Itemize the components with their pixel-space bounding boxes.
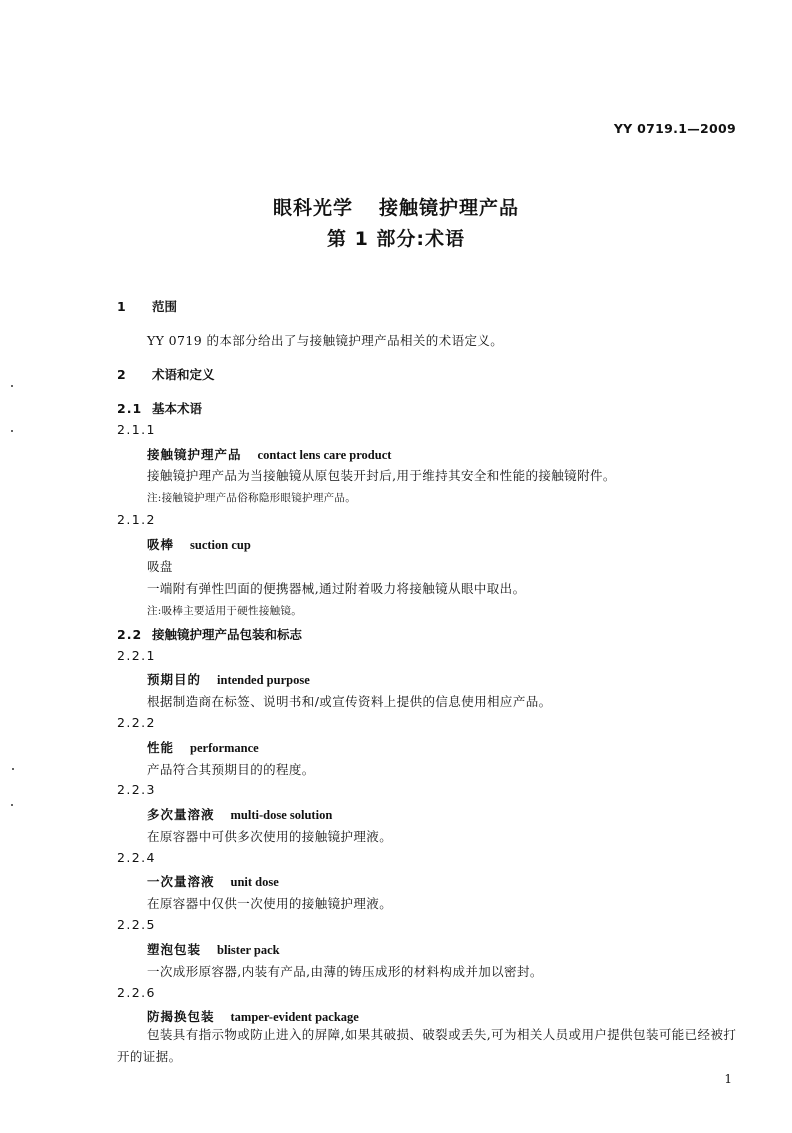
term-definition: 接触镜护理产品为当接触镜从原包装开封后,用于维持其安全和性能的接触镜附件。 xyxy=(147,468,616,483)
term-en: unit dose xyxy=(230,875,279,889)
term-definition: 在原容器中仅供一次使用的接触镜护理液。 xyxy=(147,896,393,911)
page-number: 1 xyxy=(724,1072,732,1086)
term-zh: 多次量溶液 xyxy=(147,807,215,822)
title-part-b: 接触镜护理产品 xyxy=(379,197,520,219)
term-entry xyxy=(147,872,279,890)
term-definition: 一端附有弹性凹面的便携器械,通过附着吸力将接触镜从眼中取出。 xyxy=(147,581,526,596)
term-zh: 性能 xyxy=(147,740,175,755)
title-part-a: 眼科光学 xyxy=(272,197,353,219)
standard-number: YY 0719.1—2009 xyxy=(613,121,736,136)
section-title: 基本术语 xyxy=(152,401,203,416)
section-heading xyxy=(117,297,177,315)
term-en: intended purpose xyxy=(217,673,310,687)
section-title: 术语和定义 xyxy=(152,367,215,382)
term-en: multi-dose solution xyxy=(230,808,333,822)
doc-title-line1 xyxy=(0,193,792,220)
term-entry xyxy=(147,535,251,553)
term-entry xyxy=(147,940,280,958)
term-entry xyxy=(147,445,391,463)
term-entry xyxy=(147,1007,359,1025)
term-entry xyxy=(147,670,310,688)
term-definition: 根据制造商在标签、说明书和/或宣传资料上提供的信息使用相应产品。 xyxy=(147,694,552,709)
section-title: 接触镜护理产品包装和标志 xyxy=(152,627,303,642)
scan-speck xyxy=(11,430,13,432)
section-title: 范围 xyxy=(152,299,178,314)
term-definition: 一次成形原容器,内装有产品,由薄的铸压成形的材料构成并加以密封。 xyxy=(147,964,543,979)
clause-number: 2.2.5 xyxy=(117,917,156,932)
subsection-heading xyxy=(117,399,202,417)
scan-speck xyxy=(11,385,13,387)
term-en: tamper-evident package xyxy=(230,1010,359,1024)
clause-number: 2.1.2 xyxy=(117,512,156,527)
scan-speck xyxy=(12,768,14,770)
term-zh: 预期目的 xyxy=(147,672,202,687)
term-en: contact lens care product xyxy=(257,448,392,462)
clause-number: 2.1.1 xyxy=(117,422,156,437)
section-number: 1 xyxy=(117,299,127,314)
paragraph: YY 0719 的本部分给出了与接触镜护理产品相关的术语定义。 xyxy=(147,333,504,348)
term-entry xyxy=(147,805,332,823)
section-number: 2.1 xyxy=(117,401,143,416)
term-definition: 产品符合其预期目的的程度。 xyxy=(147,762,315,777)
term-en: suction cup xyxy=(190,538,251,552)
term-en: blister pack xyxy=(217,943,280,957)
term-entry xyxy=(147,738,259,756)
term-definition: 在原容器中可供多次使用的接触镜护理液。 xyxy=(147,829,393,844)
clause-number: 2.2.2 xyxy=(117,715,156,730)
section-heading xyxy=(117,365,215,383)
term-definition: 包装具有指示物或防止进入的屏障,如果其破损、破裂或丢失,可为相关人员或用户提供包装可能已经被打开的证据。 xyxy=(117,1027,737,1064)
term-zh: 接触镜护理产品 xyxy=(147,447,242,462)
term-note: 注:吸棒主要适用于硬性接触镜。 xyxy=(147,605,303,617)
term-zh: 吸棒 xyxy=(147,537,175,552)
scan-speck xyxy=(11,804,13,806)
clause-number: 2.2.1 xyxy=(117,648,156,663)
clause-number: 2.2.4 xyxy=(117,850,156,865)
term-en: performance xyxy=(190,741,259,755)
clause-number: 2.2.6 xyxy=(117,985,156,1000)
section-number: 2 xyxy=(117,367,127,382)
term-zh: 塑泡包装 xyxy=(147,942,202,957)
subsection-heading xyxy=(117,625,302,643)
clause-number: 2.2.3 xyxy=(117,782,156,797)
term-synonym: 吸盘 xyxy=(147,559,173,574)
section-number: 2.2 xyxy=(117,627,143,642)
term-note: 注:接触镜护理产品俗称隐形眼镜护理产品。 xyxy=(147,492,357,504)
term-zh: 一次量溶液 xyxy=(147,874,215,889)
doc-title-line2: 第 1 部分:术语 xyxy=(326,228,466,250)
term-zh: 防揭换包装 xyxy=(147,1009,215,1024)
